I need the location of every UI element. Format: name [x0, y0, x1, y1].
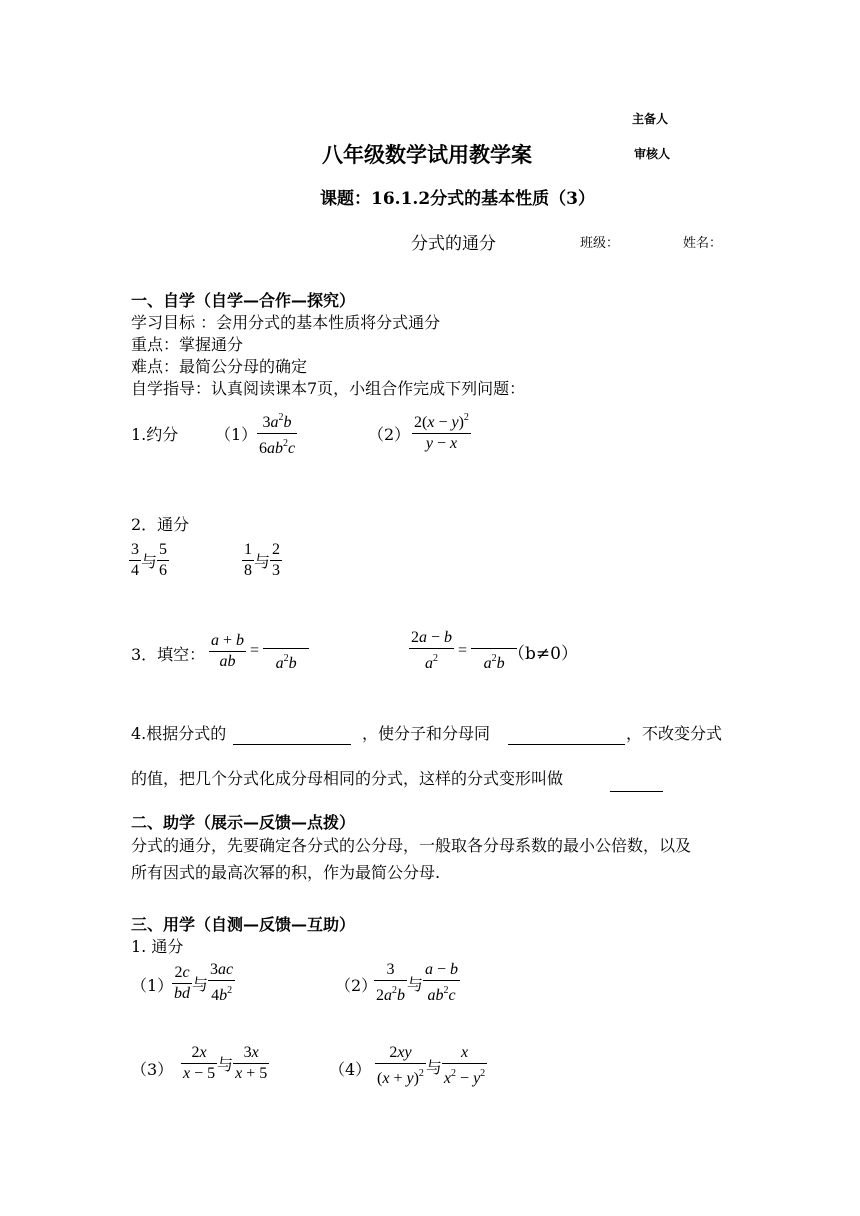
- yu-text: 与: [425, 1057, 442, 1077]
- q2-pair-2: $\frac{1}{8}$ 与 $\frac{2}{3}$: [244, 541, 281, 579]
- yu-text: 与: [407, 974, 424, 994]
- class-label: 班级：: [580, 236, 620, 251]
- section3-heading: 三、用学（自测—反馈—互助）: [131, 915, 356, 934]
- s3-pair-4: $\frac{2xy}{(x + y)^2}$ 与 $\frac{x}{x^2 - y^2}$: [377, 1044, 486, 1087]
- q4-text-b: ，使分子和分母同: [362, 724, 491, 743]
- q1-part1-label: （1）: [215, 425, 258, 444]
- q1-label: 1.约分: [131, 425, 179, 444]
- lesson-title: 课题：16.1.2分式的基本性质（3）: [320, 189, 595, 209]
- s3-part2-label: （2）: [335, 976, 378, 995]
- s3-part4-label: （4）: [329, 1060, 372, 1079]
- s3-pair-3: $\frac{2x}{x - 5}$ 与 $\frac{3x}{x + 5}$: [183, 1044, 268, 1082]
- s3-q1-label: 1. 通分: [131, 937, 184, 956]
- reviewer-label: 审核人: [634, 147, 671, 161]
- q4-text-d: 的值，把几个分式化成分母相同的分式，这样的分式变形叫做: [131, 769, 564, 788]
- q1-fraction-2: $\frac{2(x - y)^2}{y - x}$: [414, 412, 469, 452]
- learning-goal: 学习目标 ：会用分式的基本性质将分式通分: [131, 313, 441, 332]
- q2-pair-1: $\frac{3}{4}$ 与 $\frac{5}{6}$: [131, 541, 168, 579]
- yu-text: 与: [141, 552, 158, 571]
- q3-equation-1: $\frac{a + b}{ab}$ = $a^2b$: [209, 628, 309, 674]
- difficulty-point: 难点：最简公分母的确定: [131, 357, 308, 376]
- yu-text: 与: [217, 1055, 234, 1074]
- section2-line2: 所有因式的最高次幂的积，作为最简公分母.: [131, 863, 441, 882]
- q1-part2-label: （2）: [368, 425, 411, 444]
- q3-equation-2: $\frac{2a - b}{a^2}$ = $a^2b$: [409, 628, 517, 674]
- q3-condition: （b≠0）: [508, 644, 578, 664]
- q1-fraction-1: $\frac{3a^2b}{6ab^2c}$: [259, 412, 296, 457]
- section1-heading: 一、自学（自学—合作—探究）: [131, 291, 356, 310]
- q2-label: 2．通分: [131, 515, 190, 534]
- q4-blank-2[interactable]: [508, 743, 625, 745]
- q4-text-c: ，不改变分式: [626, 724, 723, 743]
- s3-part1-label: （1）: [131, 976, 174, 995]
- topic-title: 分式的通分: [411, 234, 496, 254]
- s3-pair-2: $\frac{3}{2a^2b}$ 与 $\frac{a - b}{ab^2c}$: [376, 961, 459, 1004]
- section2-heading: 二、助学（展示—反馈—点拨）: [131, 813, 356, 832]
- page-title: 八年级数学试用教学案: [322, 143, 532, 167]
- s3-pair-1: $\frac{2c}{bd}$ 与 $\frac{3ac}{4b^2}$: [174, 961, 234, 1004]
- yu-text: 与: [192, 974, 209, 994]
- section2-line1: 分式的通分，先要确定各分式的公分母，一般取各分母系数的最小公倍数，以及: [131, 836, 692, 855]
- q4-blank-3[interactable]: [610, 790, 663, 792]
- q4-blank-1[interactable]: [233, 743, 351, 745]
- self-study-guide: 自学指导：认真阅读课本7页，小组合作完成下列问题：: [131, 379, 526, 398]
- q3-label: 3．填空：: [131, 645, 206, 664]
- q4-text-a: 4.根据分式的: [131, 724, 227, 743]
- name-label: 姓名：: [683, 236, 723, 251]
- lead-preparer-label: 主备人: [632, 112, 669, 126]
- yu-text: 与: [254, 552, 271, 571]
- key-point: 重点：掌握通分: [131, 335, 244, 354]
- s3-part3-label: （3）: [131, 1060, 174, 1079]
